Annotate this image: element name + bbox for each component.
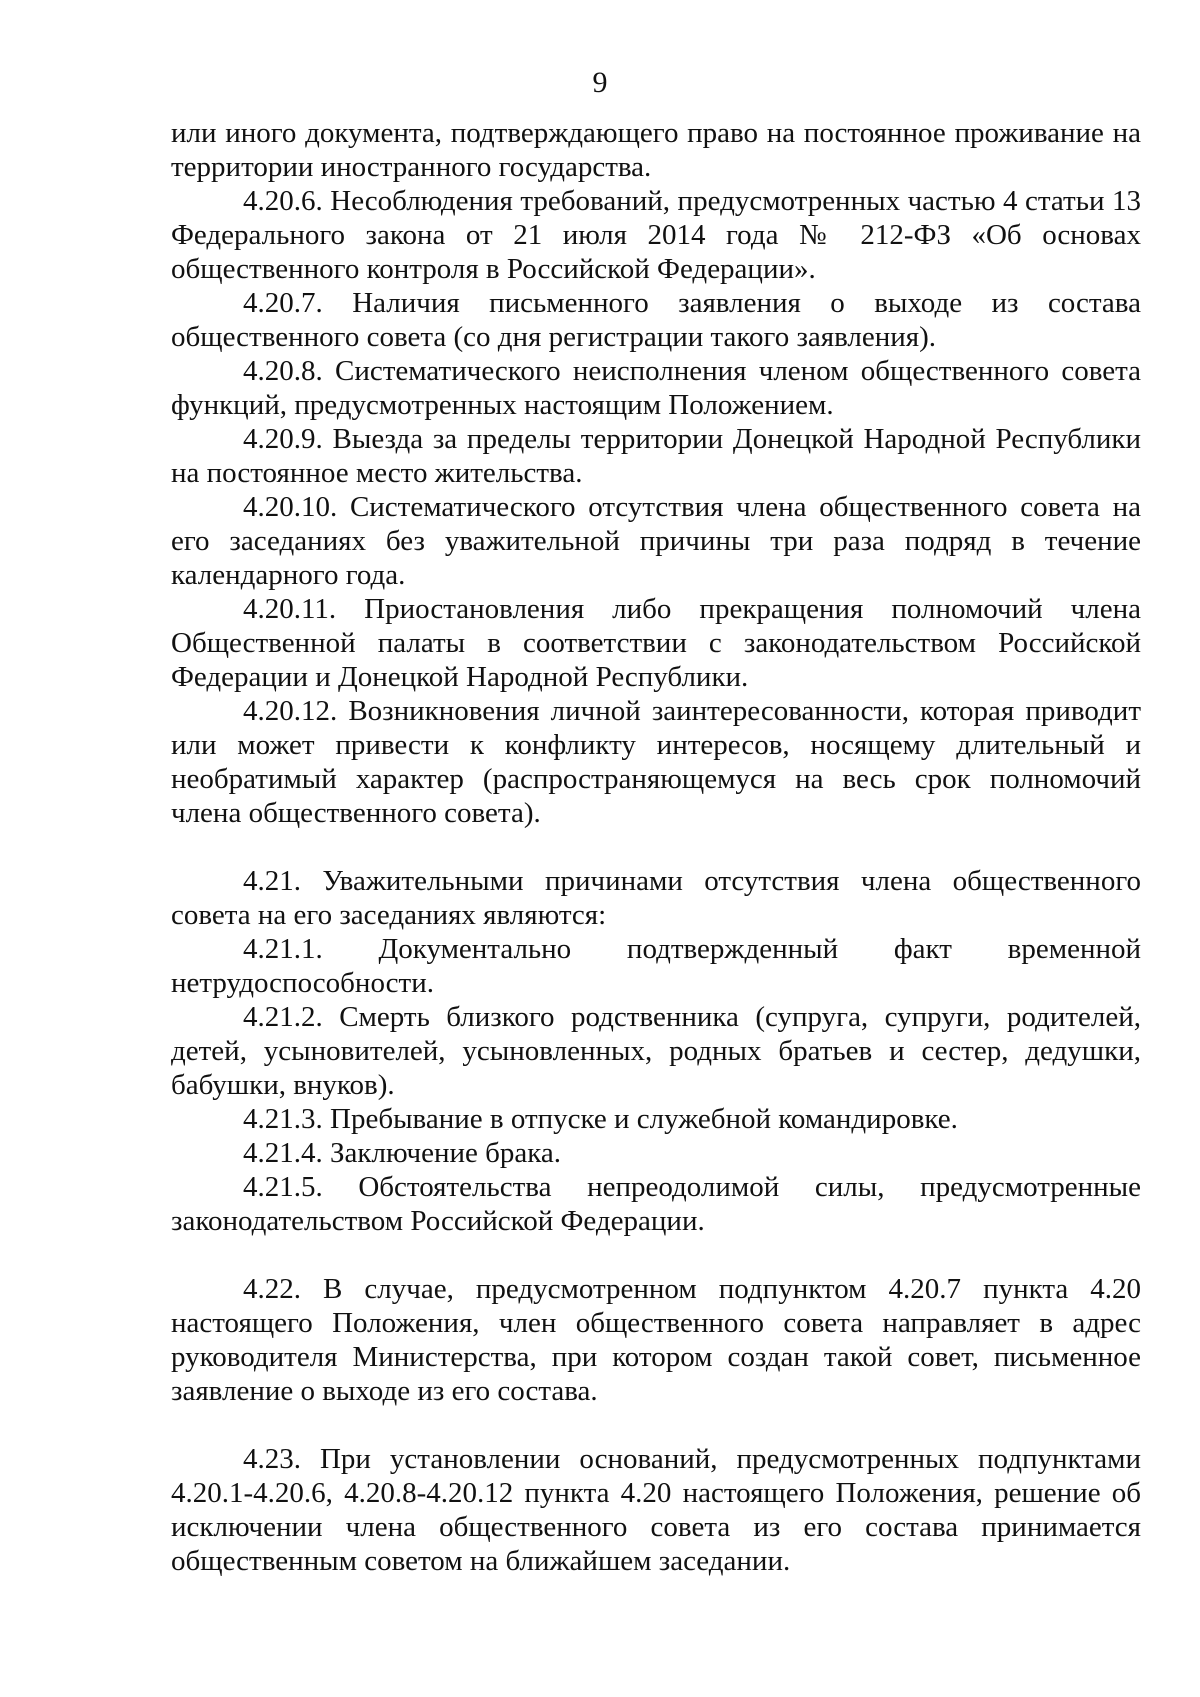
paragraph: 4.21.4. Заключение брака. — [243, 1137, 562, 1169]
paragraph: 4.21. Уважительными причинами отсутствия члена общественного совета на его заседаниях являются: — [171, 865, 1141, 931]
paragraph: 4.20.6. Несоблюдения требований, предусмотренных частью 4 статьи 13 Федерального закона от 21 июля 2014 года № 212-ФЗ «Об основах общественного контроля в Российской Федерации». — [171, 185, 1141, 285]
document-body — [171, 116, 1141, 1578]
paragraph: 4.20.7. Наличия письменного заявления о выходе из состава общественного совета (со дня регистрации такого заявления). — [171, 287, 1141, 353]
paragraph: 4.20.9. Выезда за пределы территории Донецкой Народной Республики на постоянное место жительства. — [171, 423, 1141, 489]
paragraph: 4.20.8. Систематического неисполнения членом общественного совета функций, предусмотренных настоящим Положением. — [171, 355, 1141, 421]
paragraph: 4.22. В случае, предусмотренном подпунктом 4.20.7 пункта 4.20 настоящего Положения, член общественного совета направляет в адрес руководителя Министерства, при котором создан такой совет, письменное заявление о выходе из его состава. — [171, 1273, 1141, 1407]
paragraph: 4.21.3. Пребывание в отпуске и служебной командировке. — [243, 1103, 958, 1135]
paragraph: или иного документа, подтверждающего право на постоянное проживание на территории иностранного государства. — [171, 117, 1141, 183]
paragraph: 4.23. При установлении оснований, предусмотренных подпунктами 4.20.1-4.20.6, 4.20.8-4.20.12 пункта 4.20 настоящего Положения, решение об исключении члена общественного совета из его состава принимается общественным советом на ближайшем заседании. — [171, 1443, 1141, 1577]
paragraph: 4.20.12. Возникновения личной заинтересованности, которая приводит или может привести к конфликту интересов, носящему длительный и необратимый характер (распространяющемуся на весь срок полномочий члена общественного совета). — [171, 695, 1141, 829]
paragraph: 4.21.5. Обстоятельства непреодолимой силы, предусмотренные законодательством Российской Федерации. — [171, 1171, 1141, 1237]
paragraph: 4.20.11. Приостановления либо прекращения полномочий члена Общественной палаты в соответствии с законодательством Российской Федерации и Донецкой Народной Республики. — [171, 593, 1141, 693]
paragraph: 4.21.1. Документально подтвержденный факт временной нетрудоспособности. — [171, 933, 1141, 999]
page-number: 9 — [592, 66, 608, 99]
paragraph: 4.20.10. Систематического отсутствия члена общественного совета на его заседаниях без уважительной причины три раза подряд в течение календарного года. — [171, 491, 1141, 591]
paragraph: 4.21.2. Смерть близкого родственника (супруга, супруги, родителей, детей, усыновителей, усыновленных, родных братьев и сестер, дедушки, бабушки, внуков). — [171, 1001, 1141, 1101]
